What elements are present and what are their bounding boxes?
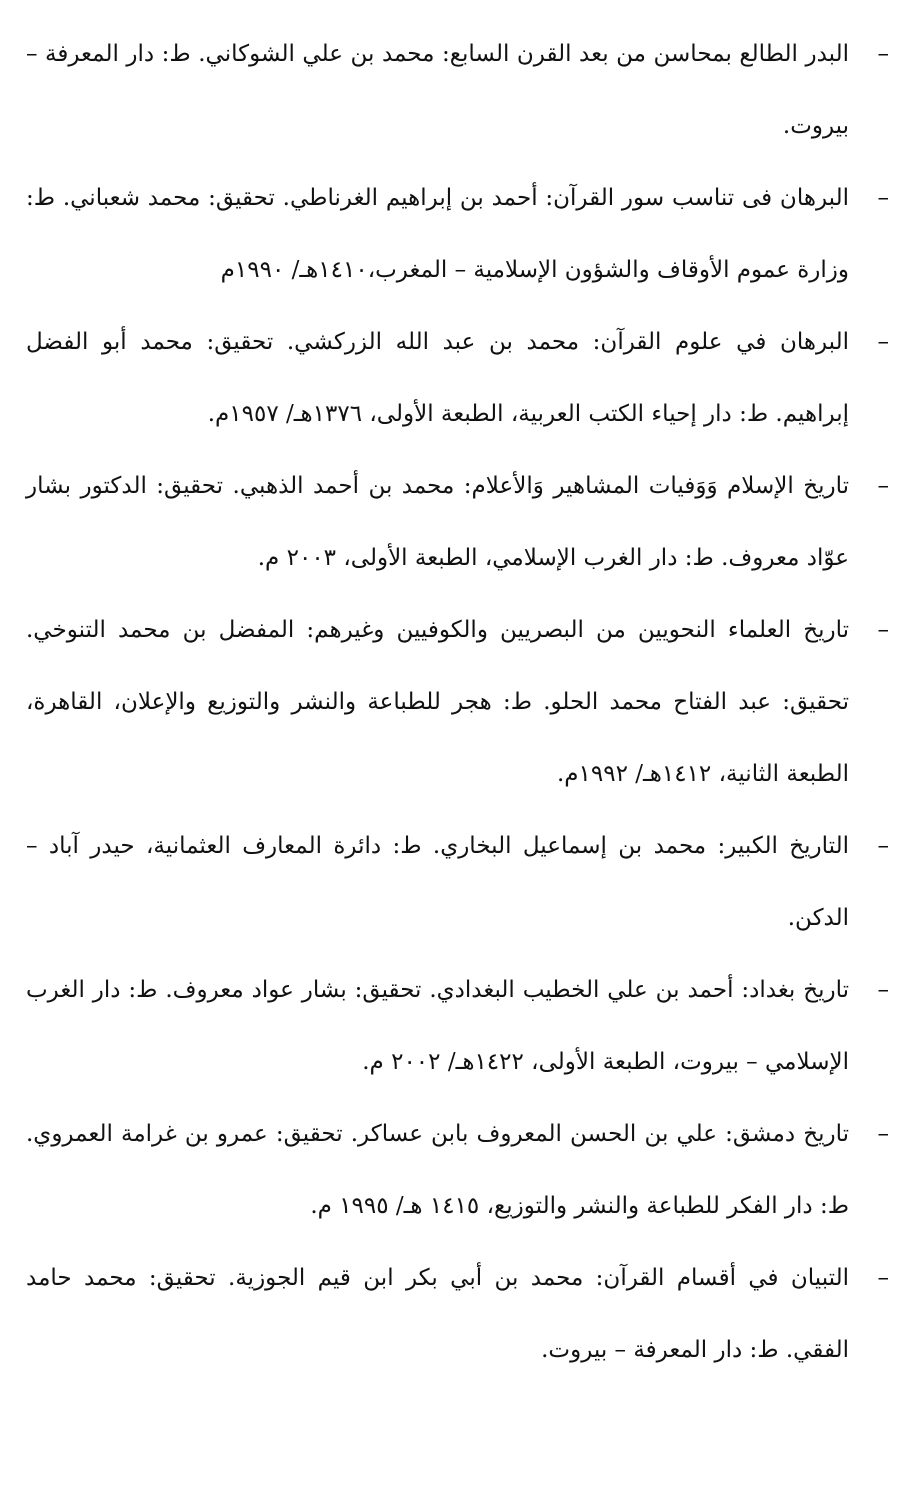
reference-text: تاريخ دمشق: علي بن الحسن المعروف بابن عساكر. تحقيق: عمرو بن غرامة العمروي. ط: دار الفكر للطباعة والنشر والتوزيع، ١٤١٥ هـ/ ١٩٩٥ م. [26, 1121, 849, 1219]
bullet-dash: – [877, 1265, 889, 1291]
bullet-dash: – [877, 185, 889, 211]
reference-text: تاريخ الإسلام وَوَفيات المشاهير وَالأعلام: محمد بن أحمد الذهبي. تحقيق: الدكتور بشار عوّاد معروف. ط: دار الغرب الإسلامي، الطبعة الأولى، ٢٠٠٣ م. [26, 473, 849, 571]
reference-text: التاريخ الكبير: محمد بن إسماعيل البخاري. ط: دائرة المعارف العثمانية، حيدر آباد – الدكن. [26, 833, 849, 931]
bullet-dash: – [877, 473, 889, 499]
bullet-dash: – [877, 1121, 889, 1147]
reference-item [26, 162, 895, 306]
reference-text: تاريخ بغداد: أحمد بن علي الخطيب البغدادي. تحقيق: بشار عواد معروف. ط: دار الغرب الإسلامي – بيروت، الطبعة الأولى، ١٤٢٢هـ/ ٢٠٠٢ م. [26, 977, 849, 1075]
reference-text: البرهان فى تناسب سور القرآن: أحمد بن إبراهيم الغرناطي. تحقيق: محمد شعباني. ط: وزارة عموم الأوقاف والشؤون الإسلامية – المغرب،١٤١٠هـ/ ١٩٩٠م [26, 185, 849, 283]
bullet-dash: – [877, 329, 889, 355]
reference-item [26, 954, 895, 1098]
reference-item [26, 18, 895, 162]
reference-item [26, 450, 895, 594]
reference-item [26, 1098, 895, 1242]
bibliography-page [26, 18, 895, 1386]
reference-text: البرهان في علوم القرآن: محمد بن عبد الله الزركشي. تحقيق: محمد أبو الفضل إبراهيم. ط: دار إحياء الكتب العربية، الطبعة الأولى، ١٣٧٦هـ/ ١٩٥٧م. [26, 329, 849, 427]
bullet-dash: – [877, 833, 889, 859]
reference-text: التبيان في أقسام القرآن: محمد بن أبي بكر ابن قيم الجوزية. تحقيق: محمد حامد الفقي. ط: دار المعرفة – بيروت. [26, 1265, 849, 1363]
bullet-dash: – [877, 41, 889, 67]
reference-item [26, 810, 895, 954]
reference-text: البدر الطالع بمحاسن من بعد القرن السابع: محمد بن علي الشوكاني. ط: دار المعرفة – بيروت. [26, 41, 849, 139]
reference-item [26, 594, 895, 810]
reference-text: تاريخ العلماء النحويين من البصريين والكوفيين وغيرهم: المفضل بن محمد التنوخي. تحقيق: عبد الفتاح محمد الحلو. ط: هجر للطباعة والنشر والتوزيع والإعلان، القاهرة، الطبعة الثانية، ١٤١٢هـ/ ١٩٩٢م. [26, 617, 849, 787]
bullet-dash: – [877, 617, 889, 643]
bullet-dash: – [877, 977, 889, 1003]
reference-item [26, 1242, 895, 1386]
reference-item [26, 306, 895, 450]
reference-list [26, 18, 895, 1386]
